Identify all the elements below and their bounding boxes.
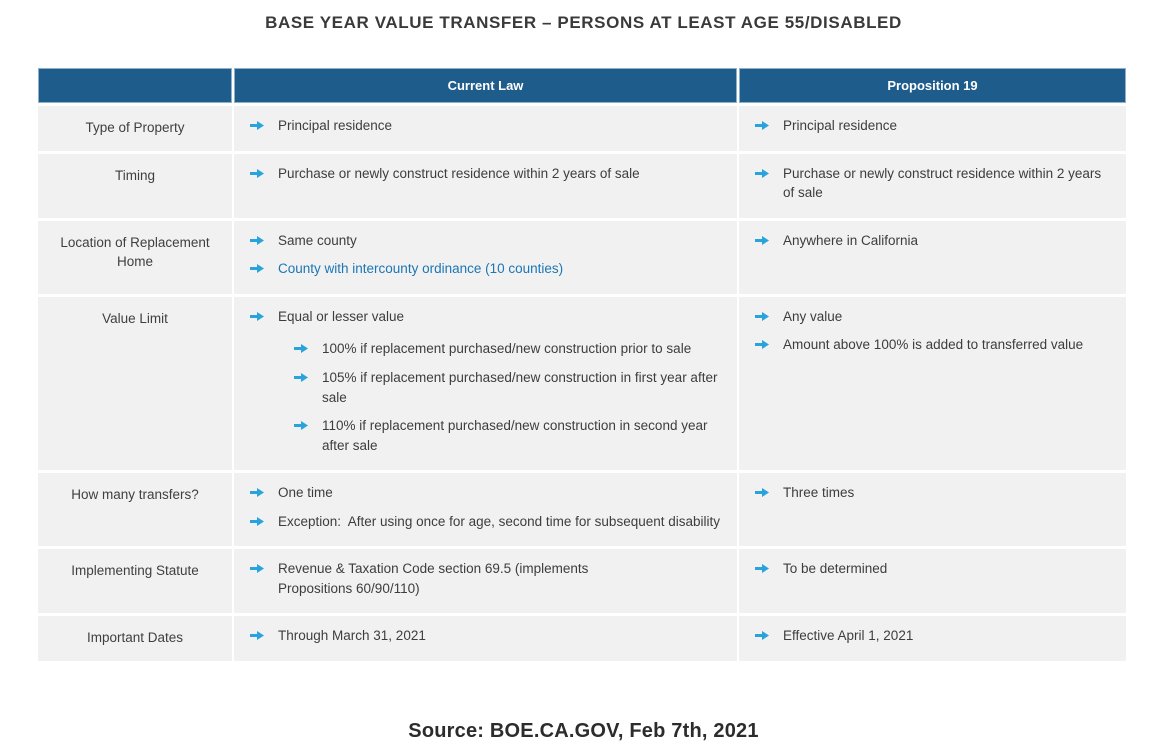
list-item [294, 416, 723, 455]
item-text: Equal or lesser value [278, 308, 405, 324]
row-label-how-many-transfers: How many transfers? [38, 473, 232, 546]
right-arrow-icon [250, 563, 265, 574]
list-item [755, 307, 1112, 327]
list-item [755, 335, 1112, 355]
row-label-timing: Timing [38, 154, 232, 218]
list-item [755, 116, 1112, 136]
row-label-type-of-property: Type of Property [38, 106, 232, 151]
list-item [294, 339, 723, 359]
list-item [250, 512, 723, 532]
right-arrow-icon [755, 339, 770, 350]
bullet-list [755, 307, 1112, 355]
right-arrow-icon [250, 168, 265, 179]
prop19-timing [739, 154, 1126, 218]
item-text: 105% if replacement purchased/new construction in first year after sale [322, 369, 722, 405]
right-arrow-icon [250, 630, 265, 641]
bullet-list [755, 164, 1112, 203]
right-arrow-icon [755, 311, 770, 322]
list-item [250, 231, 723, 251]
prop19-important-dates [739, 616, 1126, 661]
right-arrow-icon [250, 311, 265, 322]
item-text: Exception: After using once for age, second time for subsequent disability [278, 513, 721, 529]
current-law-important-dates [234, 616, 737, 661]
item-text: Purchase or newly construct residence within 2 years of sale [783, 165, 1105, 201]
list-item [755, 626, 1112, 646]
right-arrow-icon [755, 487, 770, 498]
header-cell-proposition-19: Proposition 19 [739, 68, 1126, 103]
list-item [250, 116, 723, 136]
bullet-list [250, 116, 723, 136]
list-item [755, 164, 1112, 203]
right-arrow-icon [755, 235, 770, 246]
header-cell-empty [38, 68, 232, 103]
list-item [250, 559, 723, 598]
list-item [250, 626, 723, 646]
current-law-timing [234, 154, 737, 218]
list-item [755, 483, 1112, 503]
row-label-value-limit: Value Limit [38, 297, 232, 470]
right-arrow-icon [250, 235, 265, 246]
item-text: Principal residence [783, 118, 898, 133]
right-arrow-icon [755, 630, 770, 641]
right-arrow-icon [250, 263, 265, 274]
current-law-location [234, 221, 737, 294]
right-arrow-icon [755, 168, 770, 179]
page-title: BASE YEAR VALUE TRANSFER – PERSONS AT LEAST AGE 55/DISABLED [265, 13, 902, 32]
bullet-list [250, 626, 723, 646]
row-label-location-of-replacement-home: Location of Replacement Home [38, 221, 232, 294]
item-text: Same county [278, 232, 357, 248]
intercounty-ordinance-link[interactable]: County with intercounty ordinance (10 counties) [278, 261, 564, 277]
item-text: Through March 31, 2021 [278, 628, 426, 644]
current-law-implementing-statute [234, 549, 737, 613]
right-arrow-icon [250, 516, 265, 527]
bullet-list [755, 483, 1112, 503]
right-arrow-icon [250, 487, 265, 498]
list-item [250, 164, 723, 184]
prop19-implementing-statute [739, 549, 1126, 613]
prop19-how-many-transfers [739, 473, 1126, 546]
item-text: Three times [783, 485, 855, 501]
right-arrow-icon [755, 563, 770, 574]
current-law-type-of-property [234, 106, 737, 151]
source-attribution: Source: BOE.CA.GOV, Feb 7th, 2021 [408, 720, 759, 742]
prop19-type-of-property [739, 106, 1126, 151]
comparison-table [38, 68, 1128, 661]
list-item [755, 559, 1112, 579]
bullet-list [250, 231, 723, 279]
header-cell-current-law: Current Law [234, 68, 737, 103]
list-item[interactable] [250, 259, 723, 279]
current-law-value-limit [234, 297, 737, 470]
right-arrow-icon [294, 343, 309, 354]
bullet-list [755, 626, 1112, 646]
item-text: Purchase or newly construct residence within 2 years of sale [278, 165, 640, 181]
prop19-location [739, 221, 1126, 294]
bullet-list [755, 559, 1112, 579]
bullet-list [250, 559, 723, 598]
item-text: Anywhere in California [783, 232, 919, 248]
list-item [250, 307, 723, 327]
right-arrow-icon [250, 120, 265, 131]
right-arrow-icon [755, 120, 770, 131]
current-law-how-many-transfers [234, 473, 737, 546]
item-text: Principal residence [278, 118, 393, 133]
bullet-list [755, 116, 1112, 136]
row-label-implementing-statute: Implementing Statute [38, 549, 232, 613]
item-text: Effective April 1, 2021 [783, 628, 914, 644]
row-label-important-dates: Important Dates [38, 616, 232, 661]
bullet-list [250, 307, 723, 455]
item-text: 110% if replacement purchased/new construction in second year after sale [322, 418, 712, 453]
item-text: One time [278, 485, 333, 501]
list-item [294, 368, 723, 407]
bullet-list [250, 483, 723, 531]
item-text: Any value [783, 308, 843, 324]
list-item [250, 483, 723, 503]
item-text: Revenue & Taxation Code section 69.5 (implements Propositions 60/90/110) [278, 561, 593, 596]
item-text: To be determined [783, 561, 888, 577]
item-text: Amount above 100% is added to transferred value [783, 337, 1084, 353]
item-text: 100% if replacement purchased/new construction prior to sale [322, 341, 692, 357]
list-item [755, 231, 1112, 251]
right-arrow-icon [294, 372, 309, 383]
bullet-list [250, 164, 723, 184]
right-arrow-icon [294, 420, 309, 431]
bullet-list [755, 231, 1112, 251]
prop19-value-limit [739, 297, 1126, 470]
